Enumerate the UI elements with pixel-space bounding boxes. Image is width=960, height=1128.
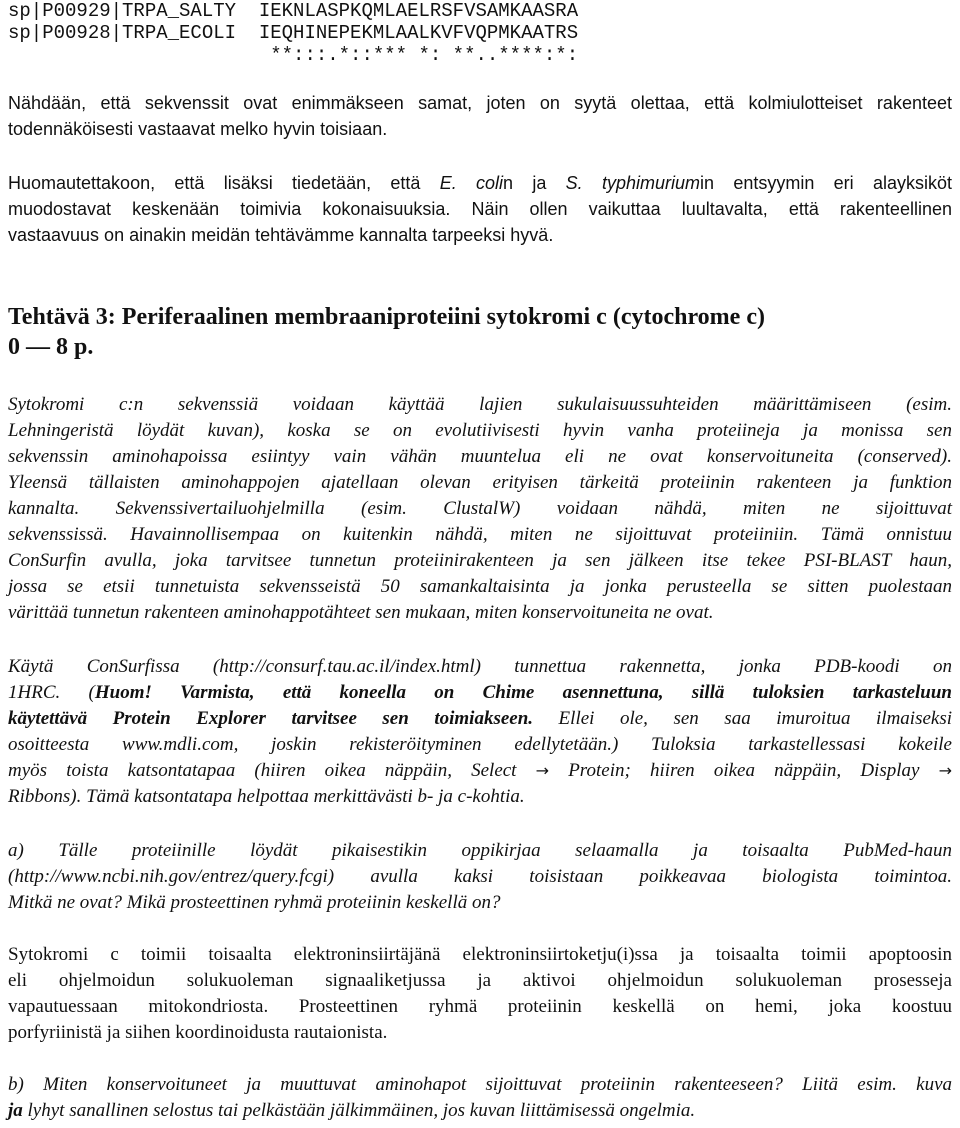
text-line: todennäköisesti vastaavat melko hyvin toisiaan. <box>8 119 388 139</box>
paragraph-similarity <box>8 90 952 142</box>
question-a: a) Tälle proteiinille löydät pikaisestikin oppikirjaa selaamalla ja toisaalta PubMed-haun (http://www.ncbi.nih.gov/entrez/query.fcgi) avulla kaksi toisistaan poikkeavaa biologista toimintoa. Mitkä ne ovat? Mikä prosteettinen ryhmä proteiinin keskellä on? <box>8 840 952 913</box>
sequence-alignment <box>8 0 578 66</box>
paragraph-consurf: Käytä ConSurfissa (http://consurf.tau.ac.il/index.html) tunnettua rakennetta, jonka PDB-koodi on 1HRC. (Huom! Varmista, että koneella on Chime asennettuna, sillä tuloksien tarkasteluun käytettävä Protein Explorer tarvitsee sen toimiakseen. Ellei ole, sen saa imuroitua ilmaiseksi osoitteesta www.mdli.com, joskin rekisteröityminen edellytetään.) Tuloksia tarkastellessasi kokeile myös toista katsontatapaa (hiiren oikea näppäin, Select → Protein; hiiren oikea näppäin, Display → Ribbons). Tämä katsontatapa helpottaa merkittävästi b- ja c-kohtia. <box>8 656 952 807</box>
arrow-icon: → <box>535 761 550 780</box>
text-line: muodostavat keskenään toimivia kokonaisuuksia. Näin ollen vaikuttaa luultavalta, että rakenteellinen <box>8 199 952 219</box>
task-heading: Tehtävä 3: Periferaalinen membraaniproteiini sytokromi c (cytochrome c) 0 — 8 p. <box>8 302 952 362</box>
text-line: vastaavuus on ainakin meidän tehtävämme kannalta tarpeeksi hyvä. <box>8 225 554 245</box>
warning-text: Huom! Varmista, että koneella on Chime asennettuna, sillä tuloksien tarkasteluun <box>94 682 952 703</box>
alignment-row-salty: sp|P00929|TRPA_SALTY IEKNLASPKQMLAELRSFVSAMKAASRA <box>8 0 579 22</box>
answer-a: Sytokromi c toimii toisaalta elektroninsiirtäjänä elektroninsiirtoketju(i)ssa ja toisaalta toimii apoptoosin eli ohjelmoidun solukuoleman signaaliketjussa ja aktivoi ohjelmoidun solukuoleman prosesseja vapautuessaan mitokondriosta. Prosteettinen ryhmä proteiinin keskellä on hemi, joka koostuu porfyriinistä ja siihen koordinoidusta rautaionista. <box>8 944 952 1043</box>
arrow-icon: → <box>938 761 952 780</box>
alignment-row-ecoli: sp|P00928|TRPA_ECOLI IEQHINEPEKMLAALKVFVQPMKAATRS <box>8 22 579 44</box>
paragraph-cytochrome-intro: Sytokromi c:n sekvenssiä voidaan käyttää lajien sukulaisuussuhteiden määrittämiseen (esim. Lehningeristä löydät kuvan), koska se on evolutiivisesti hyvin vanha proteiineja ja monissa sen sekvenssin aminohapoissa esiintyy vain vähän muuntelua eli ne ovat konservoituneita (conserved). Yleensä tällaisten aminohappojen ajatellaan olevan erityisen tärkeitä proteiinin rakenteen ja funktion kannalta. Sekvenssivertailuohjelmilla (esim. ClustalW) voidaan nähdä, miten ne sijoittuvat sekvenssissä. Havainnollisempaa on kuitenkin nähdä, miten ne sijoittuvat proteiiniin. Tämä onnistuu ConSurfin avulla, joka tarvitsee tunnetun proteiinirakenteen ja sen jälkeen itse tekee PSI-BLAST haun, jossa se etsii tunnetuista sekvensseistä 50 samankaltaisinta ja jonka perusteella se sitten puolestaan värittää tunnetun rakenteen aminohappotähteet sen mukaan, miten konservoituneita ne ovat. <box>8 394 952 623</box>
alignment-consensus: **:::.*::*** *: **..****:*: <box>8 44 579 66</box>
text-line: Huomautettakoon, että lisäksi tiedetään, että E. colin ja S. typhimuriumin entsyymin eri alayksiköt <box>8 173 952 193</box>
species-ecoli: E. coli <box>439 173 504 193</box>
points-label: 0 — 8 p. <box>8 334 94 360</box>
text-line: Nähdään, että sekvenssit ovat enimmäkseen samat, joten on syytä olettaa, että kolmiulotteiset rakenteet <box>8 93 952 113</box>
species-salmonella: S. typhimurium <box>565 173 701 193</box>
question-b: b) Miten konservoituneet ja muuttuvat aminohapot sijoittuvat proteiinin rakenteeseen? Liitä esim. kuva ja lyhyt sanallinen selostus tai pelkästään jälkimmäinen, jos kuvan liittämisessä ongelmia. <box>8 1074 952 1121</box>
paragraph-subunits <box>8 170 952 248</box>
